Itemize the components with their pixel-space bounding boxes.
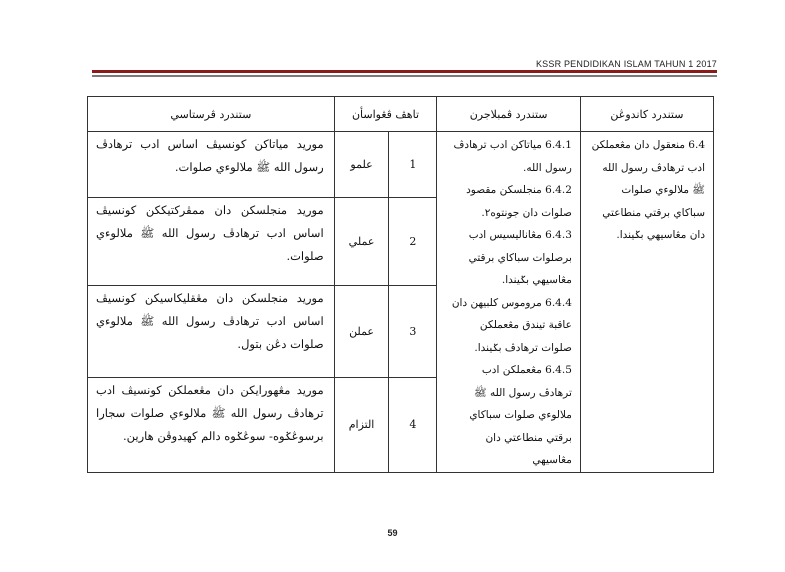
level-number: 1 — [389, 132, 437, 198]
table-header-row — [88, 97, 714, 132]
level-number: 2 — [389, 197, 437, 286]
level-label: عملي — [334, 197, 389, 286]
performance-description: موريد منجلسکن دان ممڤرکتيککن کونسيڤ اساس ادب ترهادڤ رسول الله ﷺ ملالوءي صلوات. — [88, 197, 335, 286]
header-rule-red — [92, 70, 717, 73]
level-number: 4 — [389, 378, 437, 472]
content-standard-text: 6.4 منعقول دان مڠعملکن ادب ترهادڤ رسول الله ﷺ ملالوءي صلوات سباکاي برقتي منطاعتي دان مڠاسيهي بݢيندا. — [591, 139, 705, 241]
table-row — [88, 132, 714, 198]
learning-standard-item: 6.4.1 مياتاکن ادب ترهادڤ رسول الله. — [453, 139, 572, 174]
level-number: 3 — [389, 286, 437, 378]
header-content-standard: ستندرد کاندوڠن — [580, 97, 713, 132]
document-header: KSSR PENDIDIKAN ISLAM TAHUN 1 2017 — [535, 59, 717, 69]
learning-standard-cell — [437, 132, 581, 473]
learning-standard-item: 6.4.5 مڠعملکن ادب ترهادڤ رسول الله ﷺ ملالوءي صلوات سباکاي برقتي منطاعتي دان مڠاسيهي — [469, 364, 572, 466]
content-standard-cell — [580, 132, 713, 473]
header-performance-standard: ستندرد ڤرستاسي — [88, 97, 335, 132]
level-label: التزام — [334, 378, 389, 472]
learning-standard-item: 6.4.4 مروموس کلبيهن دان عاقبة تيندق مڠعملکن صلوات ترهادڤ بݢيندا. — [451, 296, 572, 354]
level-label: عملن — [334, 286, 389, 378]
standards-table — [87, 96, 714, 473]
performance-description: موريد منجلسکن دان مڠقليکاسيکن کونسيڤ اساس ادب ترهادڤ رسول الله ﷺ ملالوءي صلوات دڠن بتول. — [88, 286, 335, 378]
learning-standard-item: 6.4.3 مڠانالیسيس ادب برصلوات سباکاي برقتي مڠاسيهي بݢيندا. — [468, 229, 572, 286]
header-mastery-level: تاهڤ ڤڠواسأن — [334, 97, 437, 132]
page-number: 59 — [387, 528, 398, 538]
level-label: علمو — [334, 132, 389, 198]
performance-description: موريد مڠهورايکن دان مڠعملکن کونسيڤ ادب ترهادڤ رسول الله ﷺ ملالوءي صلوات سجارا برسوڠݢوه- سوڠݢوه دالم کهيدوڤن هارين. — [88, 378, 335, 472]
header-rule-gray — [92, 75, 717, 77]
learning-standard-item: 6.4.2 منجلسکن مقصود صلوات دان جونتوه٢. — [466, 184, 572, 219]
header-learning-standard: ستندرد ڤمبلاجرن — [437, 97, 581, 132]
performance-description: موريد مياتاکن کونسيڤ اساس ادب ترهادڤ رسول الله ﷺ ملالوءي صلوات. — [88, 132, 335, 198]
